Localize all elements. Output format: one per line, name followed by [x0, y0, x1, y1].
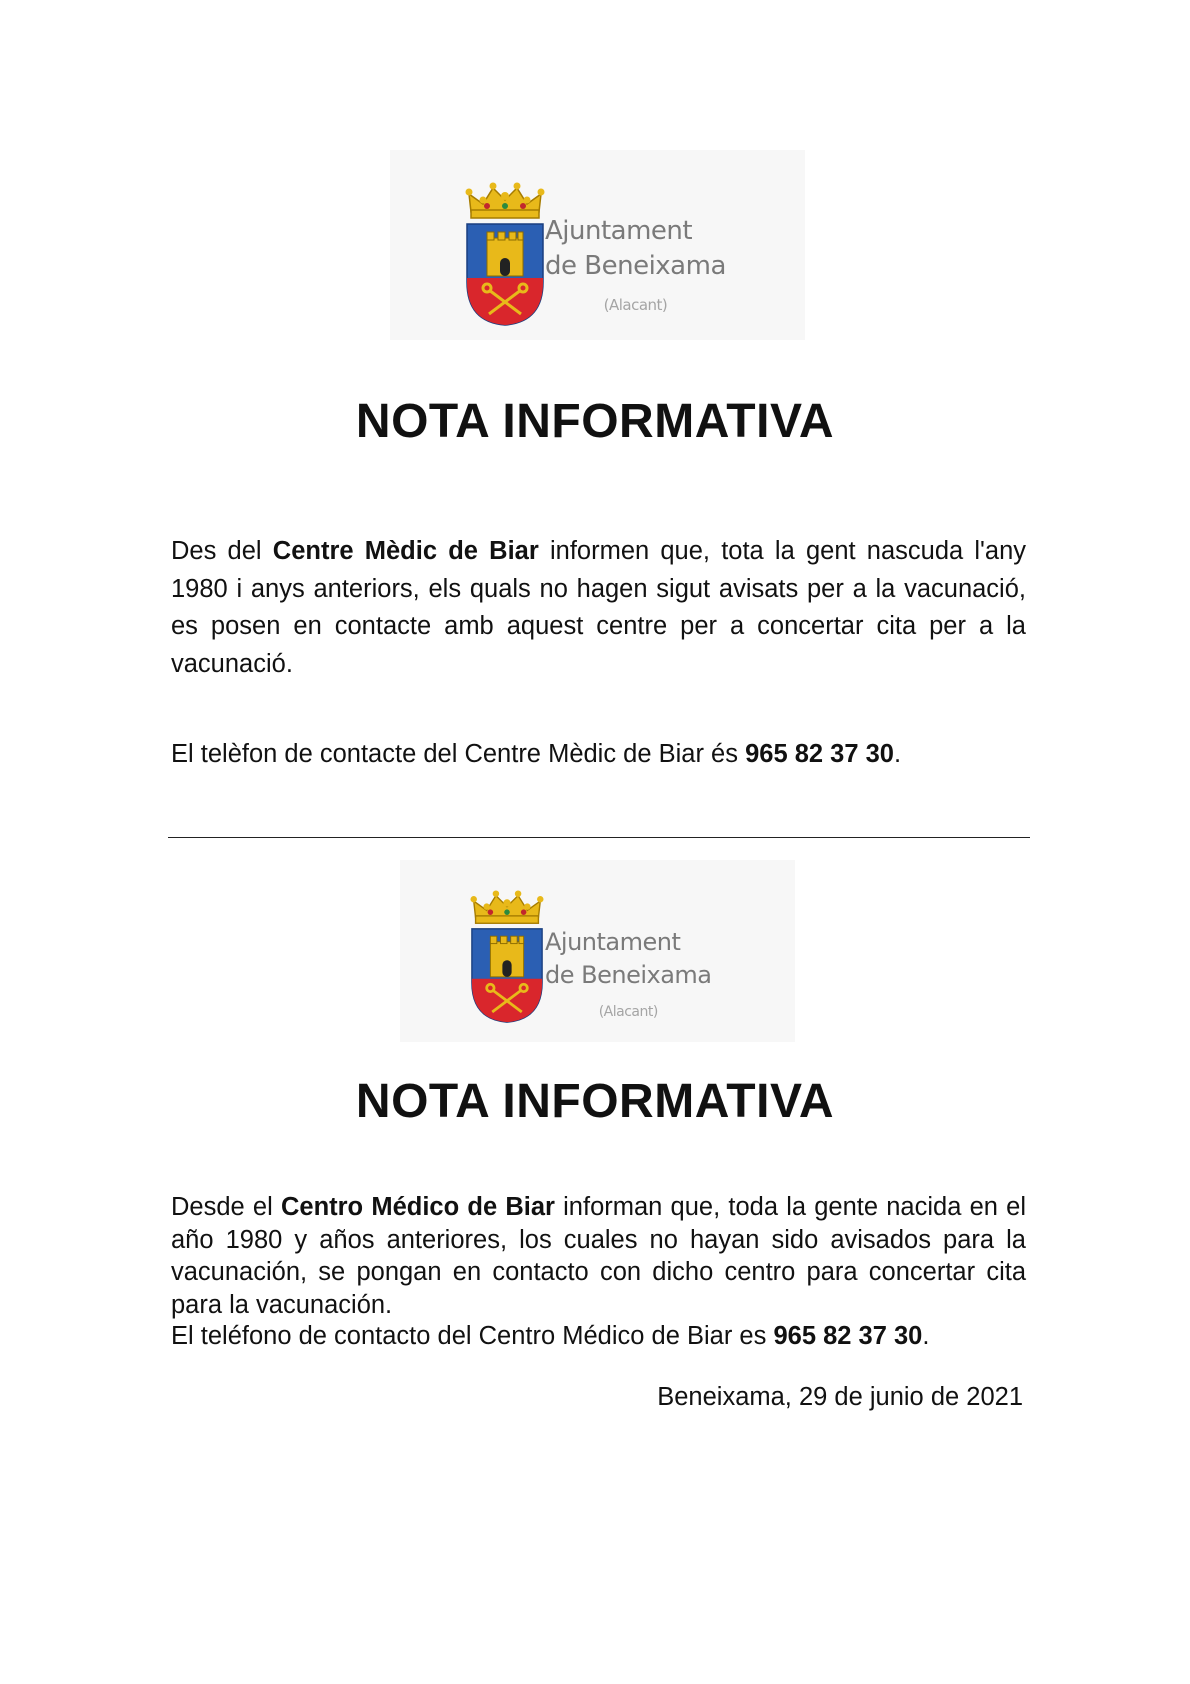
section-divider — [168, 837, 1030, 838]
logo-line-town: de Beneixama — [545, 961, 712, 989]
text-span: informen que, tota la gent nascuda l'any 1980 i anys anteriors, els quals no hagen sigut avisats per a la vacunació, es posen en contacte amb aquest centre per a concertar cita per a la vacunació. — [171, 537, 1027, 678]
logo-line-ajuntament: Ajuntament — [545, 928, 681, 956]
text-span: El telèfon de contacte del Centre Mèdic de Biar és — [171, 740, 738, 768]
paragraph-spanish — [171, 1191, 1026, 1321]
date-signature: Beneixama, 29 de junio de 2021 — [657, 1383, 1023, 1411]
coat-of-arms-icon — [465, 182, 545, 327]
phone-line-spanish — [171, 1322, 929, 1351]
medical-centre-name: Centro Médico de Biar — [280, 1193, 555, 1221]
logo-line-province: (Alacant) — [603, 296, 668, 314]
text-span: Des del — [171, 537, 262, 565]
text-span: . — [894, 740, 902, 768]
title-valencian: NOTA INFORMATIVA — [355, 395, 835, 448]
logo-wordmark — [545, 926, 712, 1029]
logo-wordmark — [545, 214, 726, 323]
town-logo-top — [390, 150, 805, 340]
text-span: Desde el — [171, 1193, 273, 1221]
text-span: El teléfono de contacto del Centro Médico de Biar es — [171, 1322, 767, 1350]
title-spanish: NOTA INFORMATIVA — [355, 1075, 835, 1128]
crown — [466, 183, 545, 219]
coat-of-arms-icon — [470, 890, 544, 1024]
text-span: . — [922, 1322, 930, 1350]
logo-line-province: (Alacant) — [598, 1004, 658, 1020]
text-span: informan que, toda la gente nacida en el año 1980 y años anteriores, los cuales no hayan sido avisados para la vacunación, se pongan en contacto con dicho centro para concertar cita para la vacunación. — [171, 1193, 1026, 1319]
logo-line-ajuntament: Ajuntament — [545, 216, 693, 246]
town-logo-bottom — [400, 860, 795, 1042]
paragraph-valencian — [171, 533, 1026, 683]
logo-line-town: de Beneixama — [545, 251, 726, 281]
medical-centre-name: Centre Mèdic de Biar — [272, 537, 539, 565]
phone-line-valencian — [171, 740, 901, 769]
phone-number: 965 82 37 30 — [773, 1322, 923, 1350]
phone-number: 965 82 37 30 — [745, 740, 894, 768]
